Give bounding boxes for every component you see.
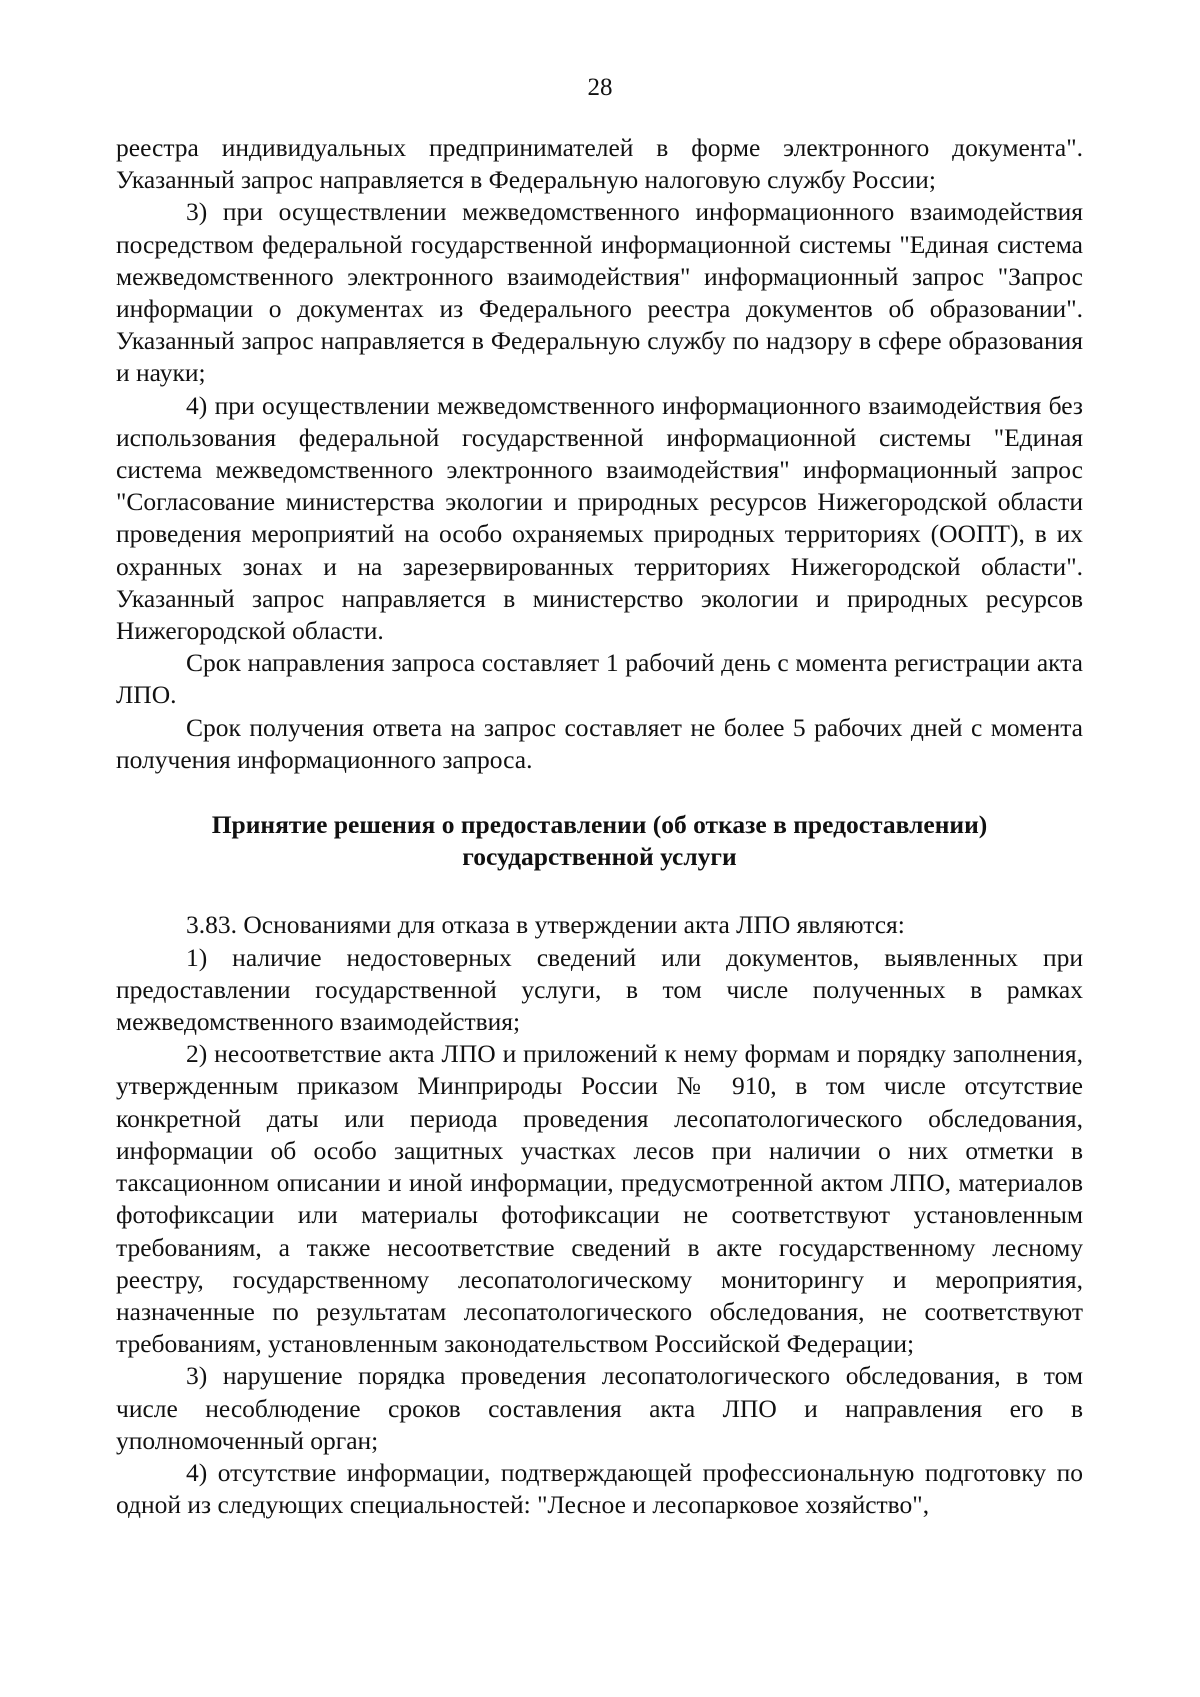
paragraph-group-bottom — [116, 909, 1083, 1521]
section-heading — [116, 809, 1083, 873]
paragraph: 3) нарушение порядка проведения лесопатологического обследования, в том числе несоблюдение сроков составления акта ЛПО и направления его в уполномоченный орган; — [116, 1361, 1083, 1455]
paragraph: 3.83. Основаниями для отказа в утверждении акта ЛПО являются: — [186, 910, 905, 940]
section-heading-line: государственной услуги — [462, 842, 737, 872]
paragraph: 2) несоответствие акта ЛПО и приложений к нему формам и порядку заполнения, утвержденным приказом Минприроды России № 910, в том числе отсутствие конкретной даты или периода проведения лесопатологического обследования, информации об особо защитных участках лесов при наличии о них отметки в таксационном описании и иной информации, предусмотренной актом ЛПО, материалов фотофиксации или материалы фотофиксации не соответствуют установленным требованиям, а также несоответствие сведений в акте государственному лесному реестру, государственному лесопатологическому мониторингу и мероприятия, назначенные по результатам лесопатологического обследования, не соответствуют требованиям, установленным законодательством Российской Федерации; — [116, 1039, 1083, 1359]
paragraph: реестра индивидуальных предпринимателей в форме электронного документа". Указанный запрос направляется в Федеральную налоговую службу России; — [116, 133, 1083, 195]
paragraph: 3) при осуществлении межведомственного информационного взаимодействия посредством федеральной государственной информационной системы "Единая система межведомственного электронного взаимодействия" информационный запрос "Запрос информации о документах из Федерального реестра документов об образовании". Указанный запрос направляется в Федеральную службу по надзору в сфере образования и науки; — [116, 197, 1083, 388]
document-body — [116, 132, 1083, 1521]
paragraph: Срок направления запроса составляет 1 рабочий день с момента регистрации акта ЛПО. — [116, 648, 1083, 710]
paragraph: 1) наличие недостоверных сведений или документов, выявленных при предоставлении государственной услуги, в том числе полученных в рамках межведомственного взаимодействия; — [116, 942, 1083, 1037]
paragraph: 4) при осуществлении межведомственного информационного взаимодействия без использования федеральной государственной информационной системы "Единая система межведомственного электронного взаимодействия" информационный запрос "Согласование министерства экологии и природных ресурсов Нижегородской области проведения мероприятий на особо охраняемых природных территориях (ООПТ), в их охранных зонах и на зарезервированных территориях Нижегородской области". Указанный запрос направляется в министерство экологии и природных ресурсов Нижегородской области. — [116, 390, 1083, 646]
paragraph-group-top — [116, 132, 1083, 776]
page-number: 28 — [587, 74, 613, 101]
paragraph: 4) отсутствие информации, подтверждающей профессиональную подготовку по одной из следующих специальностей: "Лесное и лесопарковое хозяйство", — [116, 1457, 1083, 1520]
section-heading-line: Принятие решения о предоставлении (об отказе в предоставлении) — [211, 810, 988, 840]
paragraph: Срок получения ответа на запрос составляет не более 5 рабочих дней с момента получения информационного запроса. — [116, 712, 1083, 774]
